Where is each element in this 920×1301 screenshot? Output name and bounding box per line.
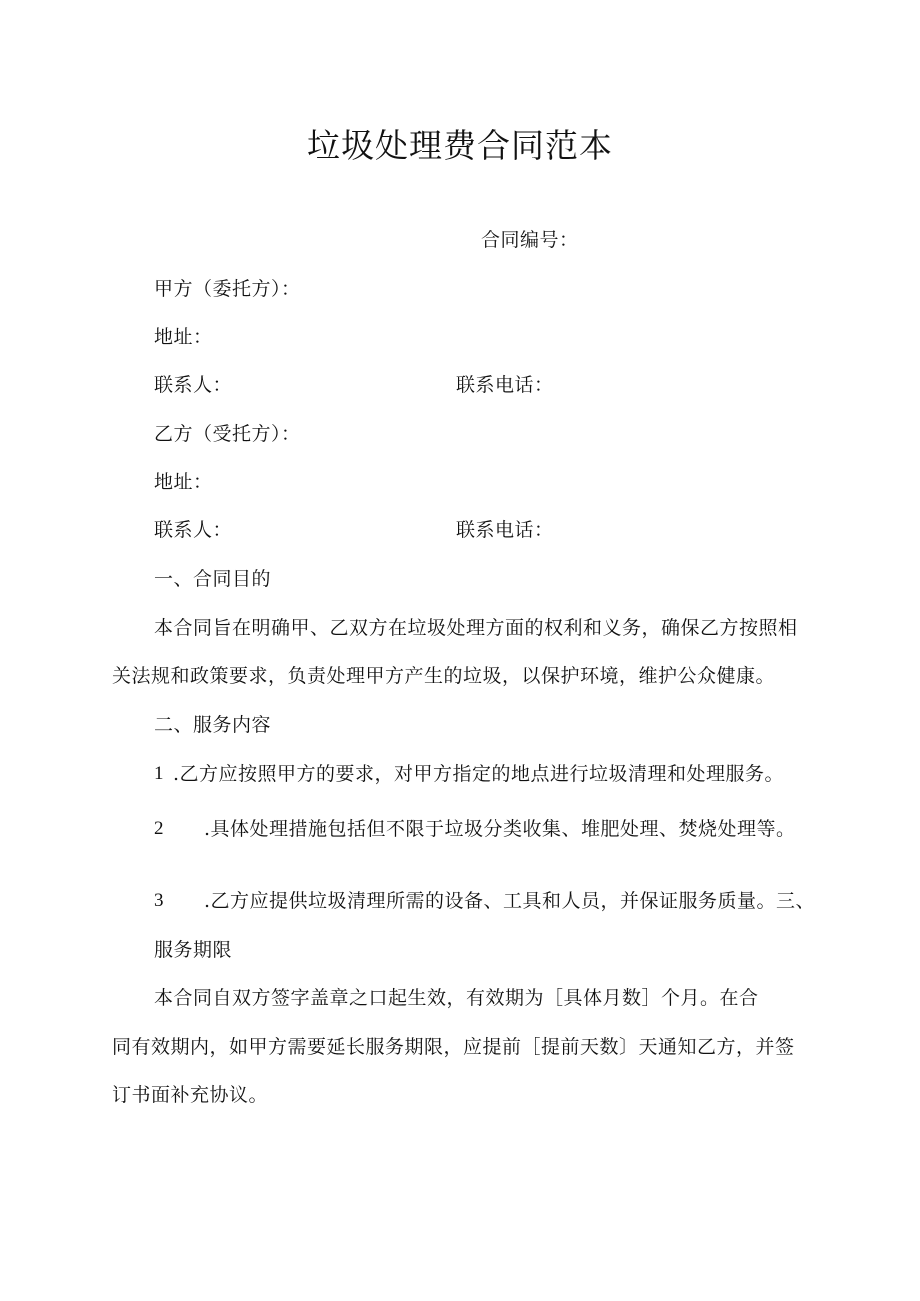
party-b-address-label: 地址： [154, 471, 213, 493]
party-b-phone-label: 联系电话： [456, 519, 554, 541]
service-item-2-text: .具体处理措施包括但不限于垃圾分类收集、堆肥处理、焚烧处理等。 [204, 818, 796, 840]
service-item-1-text: .乙方应按照甲方的要求，对甲方指定的地点进行垃圾清理和处理服务。 [173, 763, 785, 785]
party-b-contact-label: 联系人： [154, 519, 233, 541]
service-item-1-number: 1 [154, 763, 164, 784]
document-title: 垃圾处理费合同范本 [307, 126, 613, 165]
section-3-paragraph-line: 订书面补充协议。 [112, 1084, 269, 1106]
section-1-heading: 一、合同目的 [154, 568, 272, 590]
section-2-heading: 二、服务内容 [154, 714, 272, 736]
party-a-name-label: 甲方（委托方）： [154, 278, 301, 300]
service-item-3-text: .乙方应提供垃圾清理所需的设备、工具和人员，并保证服务质量。三、 [204, 890, 816, 912]
section-3-paragraph-line: 同有效期内，如甲方需要延长服务期限，应提前［提前天数〕天通知乙方，并签 [112, 1036, 795, 1058]
section-1-paragraph-line: 关法规和政策要求，负责处理甲方产生的垃圾，以保护环境，维护公众健康。 [112, 665, 776, 687]
party-a-contact-label: 联系人： [154, 374, 233, 396]
section-3-heading: 服务期限 [154, 939, 233, 961]
contract-number-label: 合同编号： [481, 229, 579, 251]
section-1-paragraph-line: 本合同旨在明确甲、乙双方在垃圾处理方面的权利和义务，确保乙方按照相 [154, 617, 798, 639]
section-3-paragraph-line: 本合同自双方签字盖章之口起生效，有效期为［具体月数］个月。在合 [154, 987, 759, 1009]
service-item-3-number: 3 [154, 890, 164, 911]
party-a-phone-label: 联系电话： [456, 374, 554, 396]
party-b-name-label: 乙方（受托方）： [154, 423, 301, 445]
service-item-2-number: 2 [154, 818, 164, 839]
party-a-address-label: 地址： [154, 326, 213, 348]
